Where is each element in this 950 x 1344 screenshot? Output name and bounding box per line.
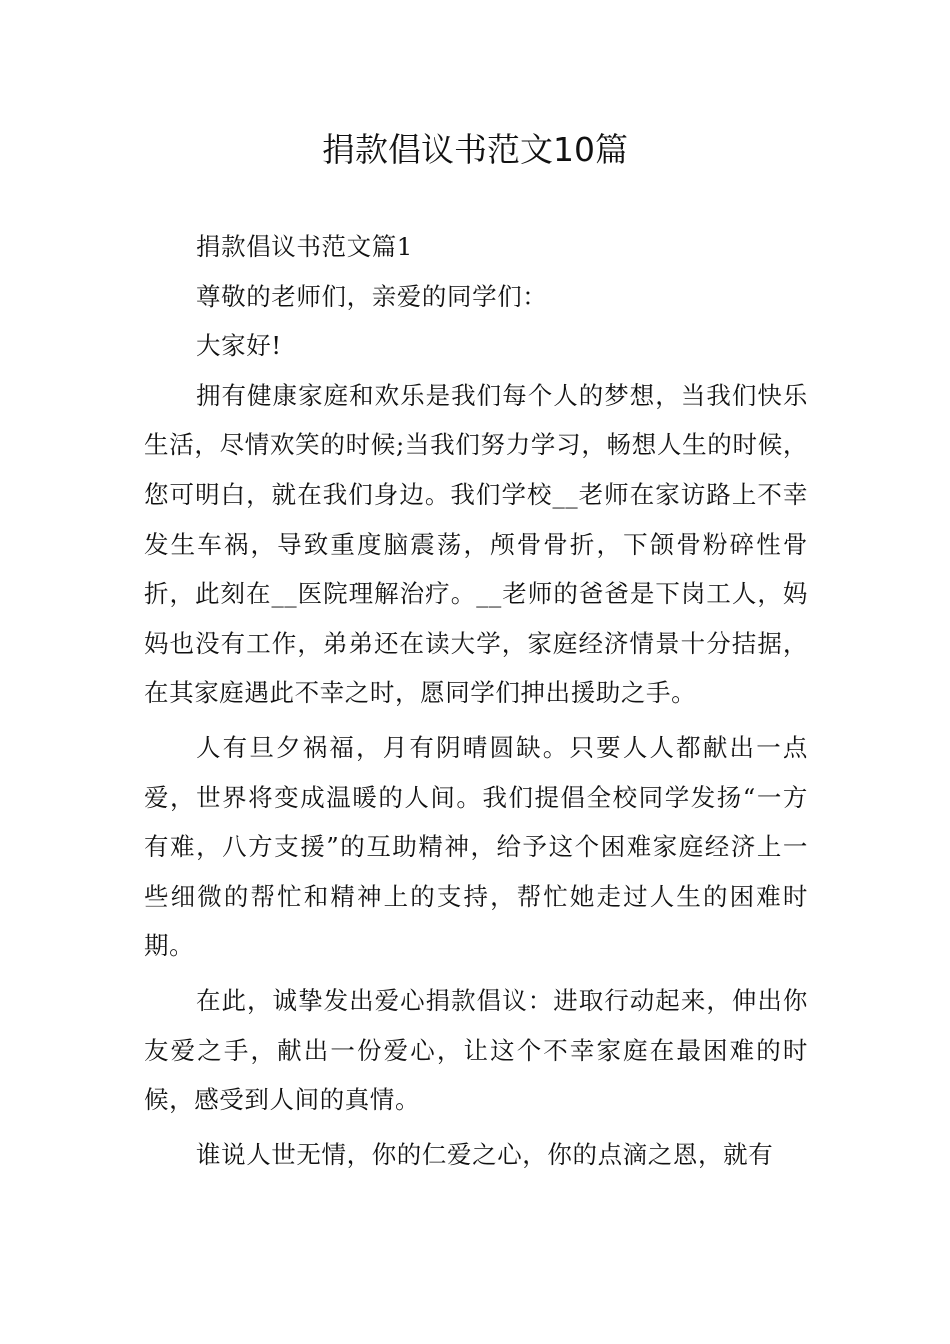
body-paragraph: 谁说人世无情，你的仁爱之心，你的点滴之恩，就有 [196, 1139, 774, 1169]
salutation: 尊敬的老师们，亲爱的同学们： [196, 281, 548, 311]
section-heading: 捐款倡议书范文篇1 [196, 232, 413, 261]
body-paragraph: 在此，诚挚发出爱心捐款倡议：进取行动起来，伸出你友爱之手，献出一份爱心，让这个不幸家庭在最困难的时候，感受到人间的真情。 [144, 985, 808, 1115]
document-body [144, 222, 808, 1179]
body-paragraph: 拥有健康家庭和欢乐是我们每个人的梦想，当我们快乐生活，尽情欢笑的时候;当我们努力学习，畅想人生的时候，您可明白，就在我们身边。我们学校__老师在家访路上不幸发生车祸，导致重度脑震荡，颅骨骨折，下颌骨粉碎性骨折，此刻在__医院理解治疗。__老师的爸爸是下岗工人，妈妈也没有工作，弟弟还在读大学，家庭经济情景十分拮据，在其家庭遇此不幸之时，愿同学们抻出援助之手。 [144, 380, 808, 708]
document-title: 捐款倡议书范文10篇 [322, 130, 628, 169]
body-paragraph: 人有旦夕祸福，月有阴晴圆缺。只要人人都献出一点爱，世界将变成温暖的人间。我们提倡全校同学发扬“一方有难，八方支援”的互助精神，给予这个困难家庭经济上一些细微的帮忙和精神上的支持，帮忙她走过人生的困难时期。 [144, 732, 808, 961]
greeting: 大家好! [196, 331, 282, 361]
